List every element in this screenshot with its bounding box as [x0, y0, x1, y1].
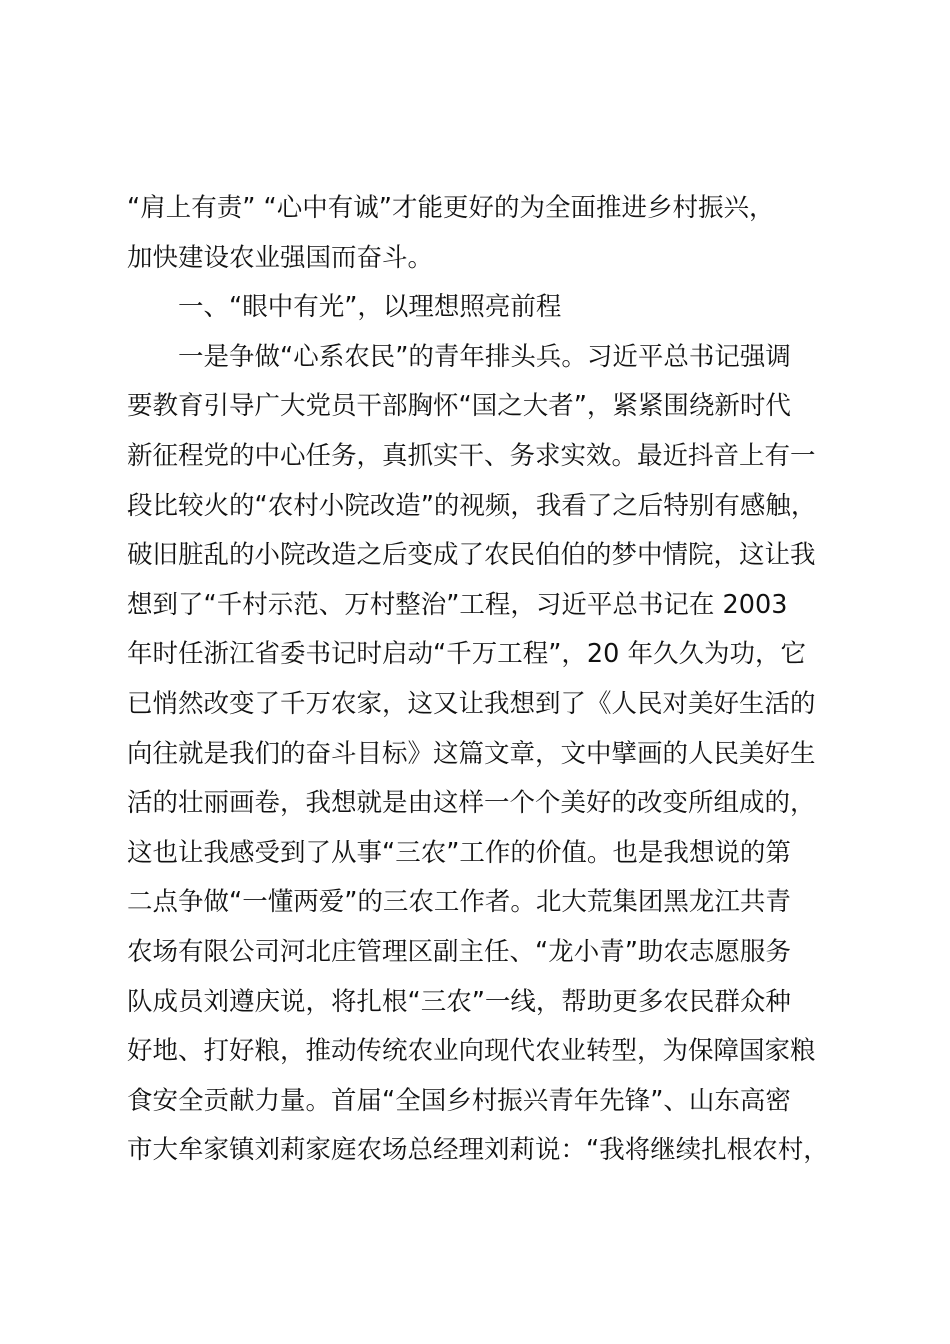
text-line: 二点争做“一懂两爱”的三农工作者。北大荒集团黑龙江共青	[127, 887, 791, 918]
text-line: 活的壮丽画卷，我想就是由这样一个个美好的改变所组成的，	[127, 788, 816, 819]
text-line: 队成员刘遵庆说，将扎根“三农”一线，帮助更多农民群众种	[127, 986, 791, 1017]
text-line: 农场有限公司河北庄管理区副主任、“龙小青”助农志愿服务	[127, 936, 791, 967]
text-line: 向往就是我们的奋斗目标》这篇文章，文中擘画的人民美好生	[127, 738, 816, 769]
text-line: 年时任浙江省委书记时启动“千万工程”，20 年久久为功，它	[127, 639, 806, 670]
text-line: 要教育引导广大党员干部胸怀“国之大者”，紧紧围绕新时代	[127, 391, 791, 422]
text-line: 好地、打好粮，推动传统农业向现代农业转型，为保障国家粮	[127, 1036, 816, 1067]
text-line: 破旧脏乱的小院改造之后变成了农民伯伯的梦中情院，这让我	[127, 540, 816, 571]
text-line: “肩上有责” “心中有诚”才能更好的为全面推进乡村振兴，	[127, 193, 775, 223]
text-line: 新征程党的中心任务，真抓实干、务求实效。最近抖音上有一	[127, 440, 816, 471]
paragraph-first-line: 一是争做“心系农民”的青年排头兵。习近平总书记强调	[178, 341, 791, 372]
text-line: 已悄然改变了千万农家，这又让我想到了《人民对美好生活的	[127, 688, 816, 719]
text-line: 段比较火的“农村小院改造”的视频，我看了之后特别有感触，	[127, 490, 817, 521]
text-line: 食安全贡献力量。首届“全国乡村振兴青年先锋”、山东高密	[127, 1085, 791, 1116]
text-line: 市大牟家镇刘莉家庭农场总经理刘莉说：“我将继续扎根农村，	[127, 1135, 829, 1166]
text-line: 加快建设农业强国而奋斗。	[127, 242, 434, 273]
text-line: 想到了“千村示范、万村整治”工程，习近平总书记在 2003	[127, 589, 788, 620]
section-heading: 一、“眼中有光”，以理想照亮前程	[178, 292, 562, 323]
text-line: 这也让我感受到了从事“三农”工作的价值。也是我想说的第	[127, 837, 791, 868]
body-text	[127, 184, 867, 1176]
